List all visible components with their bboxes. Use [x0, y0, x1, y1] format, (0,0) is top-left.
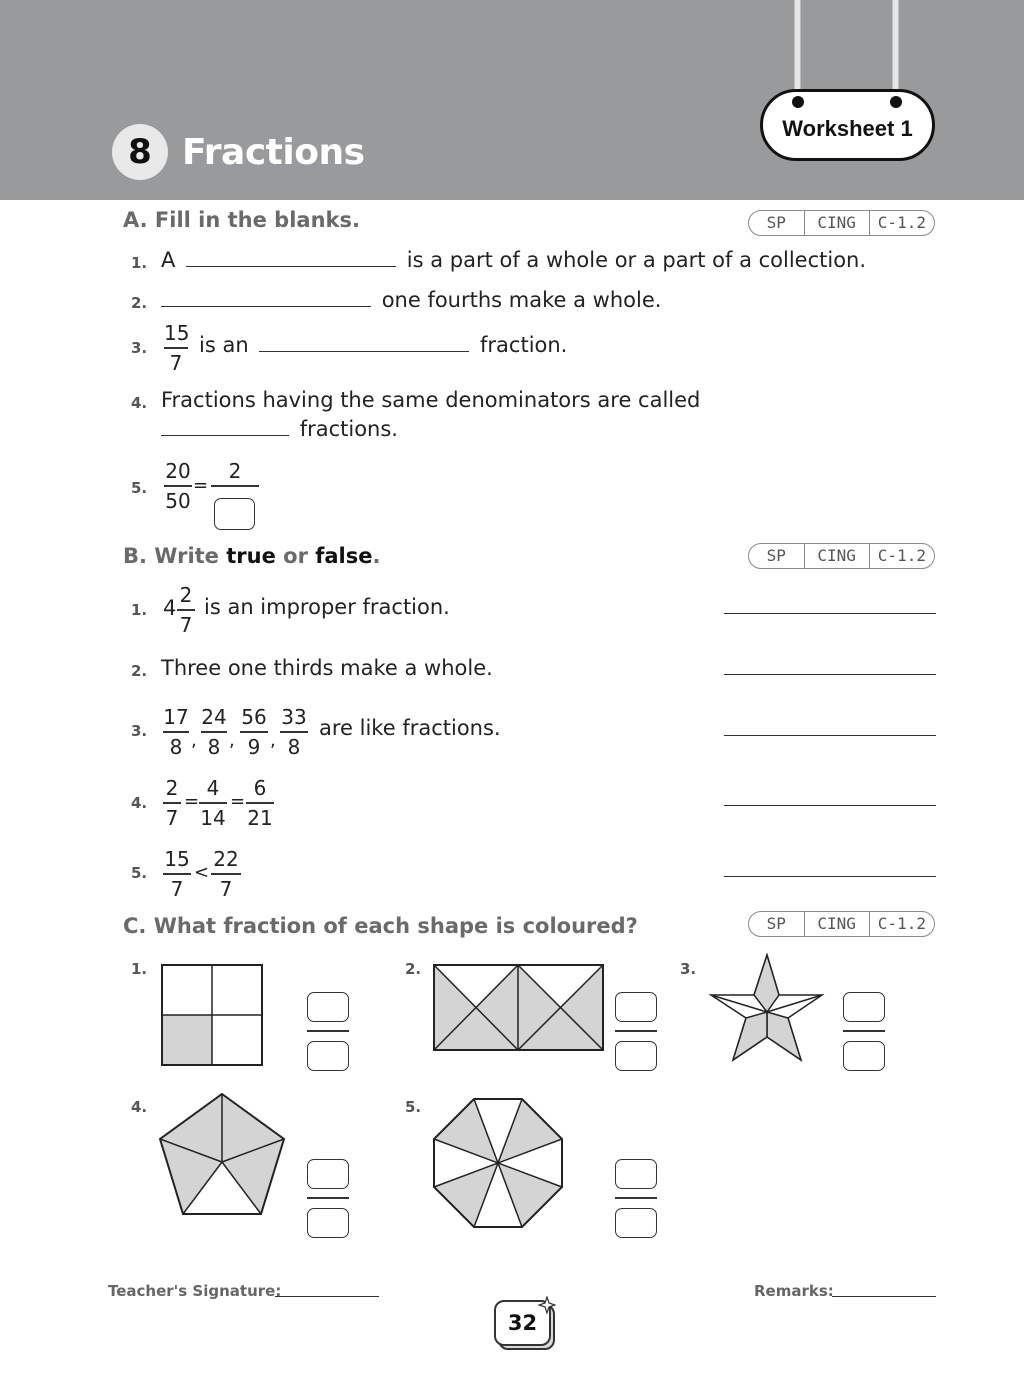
- denominator-answer-box[interactable]: [307, 1041, 349, 1071]
- section-c-title: C. What fraction of each shape is coloured?: [123, 914, 638, 938]
- numerator: 17: [163, 705, 189, 729]
- numerator: 20: [165, 459, 191, 483]
- fraction: [211, 846, 241, 902]
- denominator: 21: [247, 805, 273, 830]
- question-text: fraction.: [480, 333, 568, 357]
- question-number: 4.: [131, 394, 148, 412]
- fraction-bar: [307, 1197, 349, 1199]
- shape-square-quarters: [160, 963, 266, 1069]
- title-text: .: [372, 544, 381, 568]
- title-text: or: [275, 544, 316, 568]
- question-number: 1.: [131, 254, 148, 272]
- fraction: [280, 704, 308, 760]
- section-a-tags: [748, 210, 935, 236]
- fraction: [240, 704, 268, 760]
- denominator: 8: [169, 734, 183, 759]
- answer-blank[interactable]: [161, 435, 289, 436]
- question-number: 4.: [131, 794, 148, 812]
- shape-number: 2.: [405, 960, 422, 978]
- shape-number: 4.: [131, 1098, 148, 1116]
- tag-hole-left: [792, 96, 804, 108]
- fraction: [246, 775, 274, 831]
- answer-box[interactable]: [214, 498, 255, 530]
- numerator: 33: [281, 705, 307, 729]
- denominator-answer-box[interactable]: [307, 1208, 349, 1238]
- remarks-line[interactable]: [832, 1296, 936, 1297]
- fraction: [199, 775, 227, 831]
- section-b-title: [123, 544, 380, 568]
- question-a2: [161, 288, 661, 312]
- tag-cing: CING: [805, 544, 870, 568]
- question-text: is a part of a whole or a part of a collection.: [406, 248, 867, 272]
- page-number: 32: [494, 1300, 551, 1346]
- question-number: 3.: [131, 722, 148, 740]
- numerator: 24: [201, 705, 227, 729]
- denominator: 8: [207, 734, 221, 759]
- fraction: [177, 582, 195, 638]
- hanging-string-left: [794, 0, 801, 100]
- teacher-signature-line[interactable]: [275, 1296, 379, 1297]
- numerator: 2: [165, 776, 179, 800]
- answer-line[interactable]: [724, 876, 936, 877]
- question-a4-line2: [161, 417, 398, 441]
- fraction-bar: [615, 1197, 657, 1199]
- question-number: 3.: [131, 339, 148, 357]
- tag-sp: SP: [749, 544, 805, 568]
- denominator: 7: [169, 350, 183, 375]
- denominator-answer-box[interactable]: [615, 1041, 657, 1071]
- question-text: A: [161, 248, 176, 272]
- denominator: 7: [170, 876, 184, 901]
- worksheet-tag: Worksheet 1: [760, 89, 935, 161]
- question-a4-line1: Fractions having the same denominators are called: [161, 388, 701, 412]
- numerator-answer-box[interactable]: [843, 992, 885, 1022]
- comma: ,: [270, 730, 276, 751]
- denominator-answer-box[interactable]: [615, 1208, 657, 1238]
- question-b2: Three one thirds make a whole.: [161, 656, 493, 680]
- numerator-answer-box[interactable]: [615, 1159, 657, 1189]
- fraction-bar: [843, 1030, 885, 1032]
- comma: ,: [229, 730, 235, 751]
- title-true: true: [226, 544, 276, 568]
- question-text: is an: [199, 333, 249, 357]
- numerator: 2: [228, 459, 242, 483]
- question-number: 1.: [131, 601, 148, 619]
- fraction-bar: [615, 1030, 657, 1032]
- tag-sp: SP: [749, 912, 805, 936]
- numerator: 4: [206, 776, 220, 800]
- equals-sign: =: [184, 791, 200, 812]
- equals-sign: =: [193, 475, 209, 496]
- less-than-sign: <: [194, 862, 210, 883]
- fraction: [164, 458, 192, 514]
- answer-line[interactable]: [724, 805, 936, 806]
- tag-code: C-1.2: [877, 213, 926, 232]
- hanging-string-right: [892, 0, 899, 100]
- tag-code: C-1.2: [877, 914, 926, 933]
- denominator: 50: [165, 488, 191, 513]
- denominator: 8: [287, 734, 301, 759]
- shape-number: 3.: [680, 960, 697, 978]
- tag-sp: SP: [749, 211, 805, 235]
- numerator-answer-box[interactable]: [307, 1159, 349, 1189]
- fraction-bar: [307, 1030, 349, 1032]
- fraction: [211, 458, 259, 488]
- question-a1: [161, 248, 866, 272]
- denominator: 9: [247, 734, 261, 759]
- answer-blank[interactable]: [259, 351, 469, 352]
- tag-code: C-1.2: [877, 546, 926, 565]
- numerator: 15: [164, 321, 190, 345]
- remarks-label: Remarks:: [754, 1282, 834, 1300]
- fraction: [163, 846, 191, 902]
- chapter-number-badge: 8: [112, 124, 168, 180]
- question-a3: [199, 333, 567, 357]
- section-c-tags: [748, 911, 935, 937]
- fraction: [163, 704, 189, 760]
- sparkle-icon: [538, 1296, 556, 1314]
- tag-hole-right: [890, 96, 902, 108]
- question-b1: is an improper fraction.: [204, 595, 450, 619]
- answer-line[interactable]: [724, 735, 936, 736]
- shape-octagon: [432, 1097, 564, 1229]
- numerator-answer-box[interactable]: [615, 992, 657, 1022]
- denominator: 7: [219, 876, 233, 901]
- question-number: 2.: [131, 662, 148, 680]
- fraction: [163, 775, 181, 831]
- question-text: one fourths make a whole.: [381, 288, 662, 312]
- question-number: 5.: [131, 864, 148, 882]
- numerator: 6: [253, 776, 267, 800]
- shape-number: 1.: [131, 960, 148, 978]
- denominator: 7: [165, 805, 179, 830]
- shape-rectangle-triangles: [432, 963, 606, 1053]
- numerator: 56: [241, 705, 267, 729]
- section-b-tags: [748, 543, 935, 569]
- answer-blank[interactable]: [186, 266, 396, 267]
- chapter-title: Fractions: [182, 132, 365, 173]
- numerator-answer-box[interactable]: [307, 992, 349, 1022]
- denominator-answer-box[interactable]: [843, 1041, 885, 1071]
- question-number: 2.: [131, 294, 148, 312]
- shape-pentagon: [158, 1090, 288, 1218]
- tag-cing: CING: [805, 211, 870, 235]
- denominator: 7: [179, 612, 193, 637]
- answer-blank[interactable]: [161, 306, 371, 307]
- numerator: 15: [164, 847, 190, 871]
- mixed-whole: 4: [163, 596, 177, 620]
- question-b3: are like fractions.: [319, 716, 501, 740]
- comma: ,: [191, 730, 197, 751]
- answer-line[interactable]: [724, 674, 936, 675]
- section-a-title: A. Fill in the blanks.: [123, 208, 360, 232]
- fraction: [164, 320, 188, 376]
- answer-line[interactable]: [724, 613, 936, 614]
- tag-cing: CING: [805, 912, 870, 936]
- shape-star: [706, 952, 826, 1064]
- fraction: [201, 704, 227, 760]
- question-text: fractions.: [299, 417, 398, 441]
- equals-sign: =: [230, 791, 246, 812]
- title-false: false: [315, 544, 373, 568]
- question-number: 5.: [131, 479, 148, 497]
- numerator: 2: [179, 583, 193, 607]
- teacher-signature-label: Teacher's Signature:: [108, 1282, 282, 1300]
- numerator: 22: [213, 847, 239, 871]
- shape-number: 5.: [405, 1098, 422, 1116]
- denominator: 14: [200, 805, 226, 830]
- title-text: B. Write: [123, 544, 227, 568]
